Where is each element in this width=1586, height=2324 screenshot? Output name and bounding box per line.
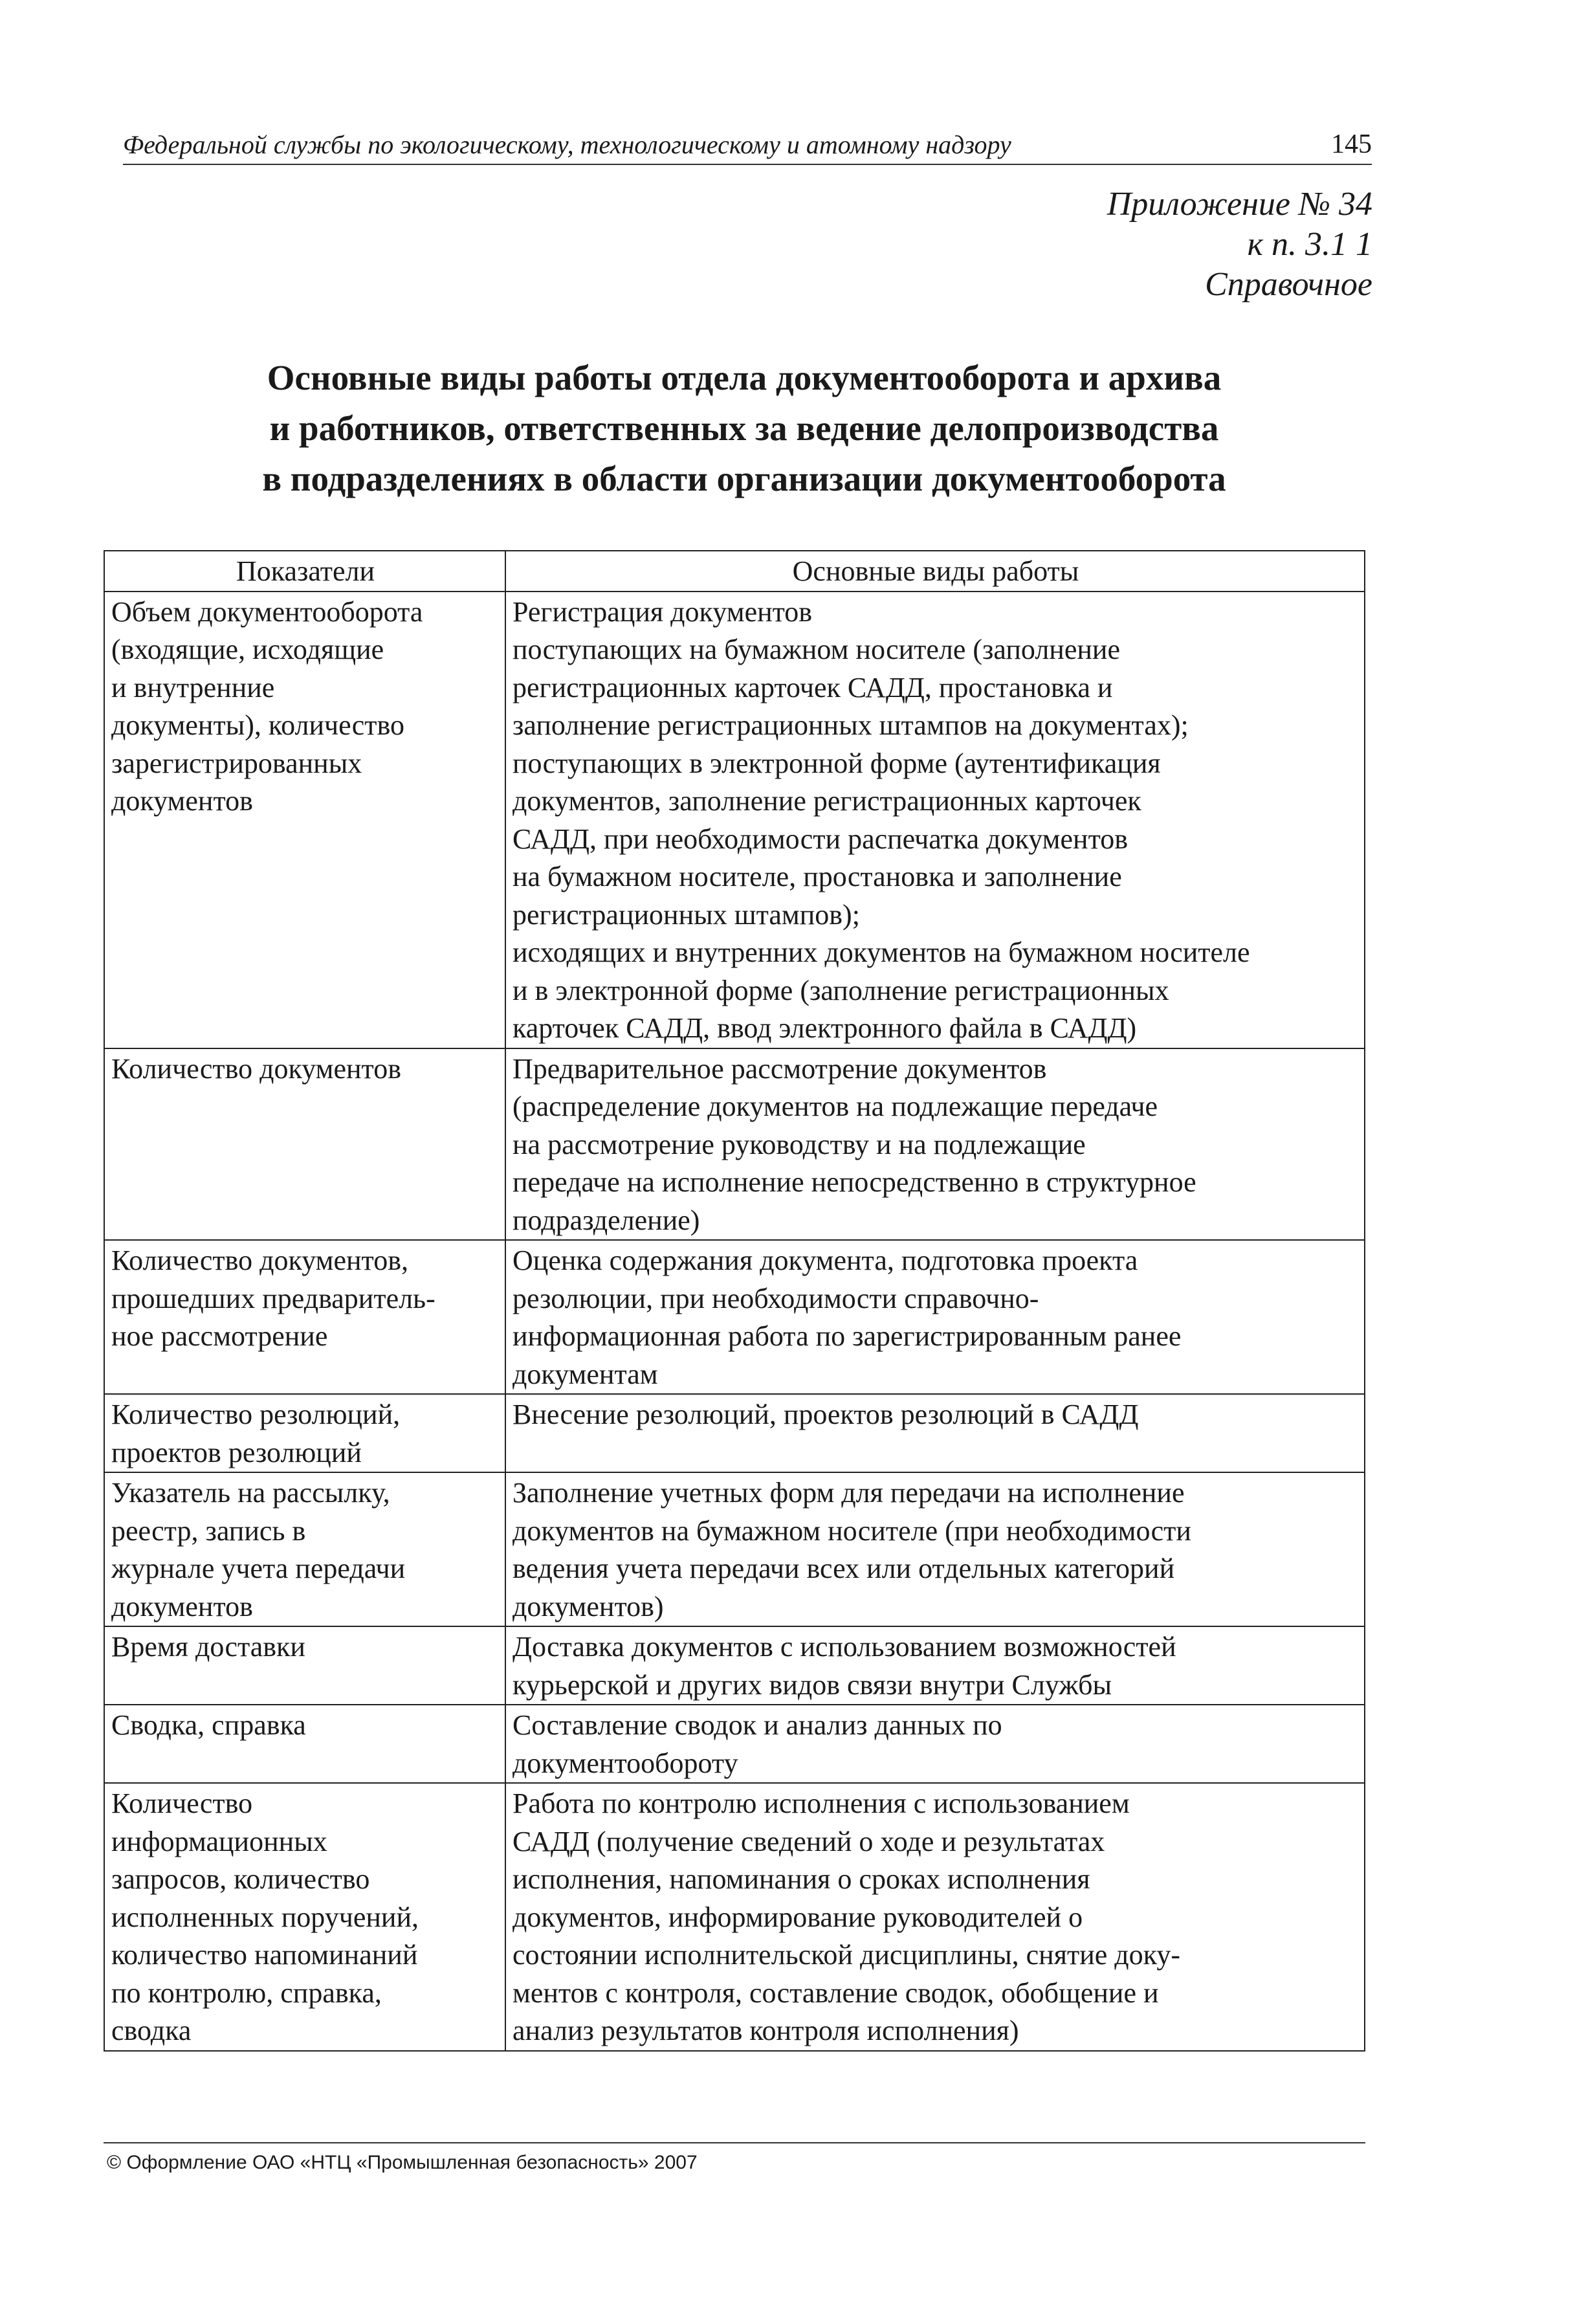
cell-line: реестр, запись в xyxy=(111,1514,306,1547)
work-type-cell xyxy=(505,1472,1365,1626)
cell-line: документов xyxy=(111,1590,253,1622)
title-line: и работников, ответственных за ведение делопроизводства xyxy=(269,408,1219,448)
cell-line: поступающих на бумажном носителе (заполнение xyxy=(512,634,1120,665)
cell-line: ментов с контроля, составление сводок, обобщение и xyxy=(512,1976,1159,2009)
cell-line: Оценка содержания документа, подготовка проекта xyxy=(512,1245,1138,1276)
cell-line: Доставка документов с использованием возможностей xyxy=(512,1631,1176,1663)
cell-line: документов, информирование руководителей о xyxy=(512,1901,1083,1933)
cell-line: Количество документов, xyxy=(111,1245,408,1276)
running-title: Федеральной службы по экологическому, технологическому и атомному надзору xyxy=(123,130,1011,159)
cell-line: состоянии исполнительской дисциплины, снятие доку- xyxy=(512,1939,1181,1971)
cell-line: поступающих в электронной форме (аутентификация xyxy=(512,747,1161,779)
cell-line: (входящие, исходящие xyxy=(111,634,384,665)
work-type-cell xyxy=(505,1240,1365,1394)
cell-line: анализ результатов контроля исполнения) xyxy=(512,2015,1019,2046)
column-header-indicators: Показатели xyxy=(104,551,505,592)
indicator-cell xyxy=(104,592,505,1048)
work-type-cell xyxy=(505,1048,1365,1241)
work-type-cell xyxy=(505,1783,1365,2051)
footer-rule xyxy=(104,2142,1365,2143)
indicator-cell xyxy=(104,1048,505,1241)
work-type-cell xyxy=(505,1705,1365,1783)
cell-line: Время доставки xyxy=(111,1631,305,1663)
annex-clause: к п. 3.1 1 xyxy=(1247,226,1372,263)
cell-line: документам xyxy=(512,1358,658,1390)
work-type-cell xyxy=(505,592,1365,1048)
table-row xyxy=(104,592,1365,1048)
table-row xyxy=(104,1783,1365,2051)
cell-line: САДД, при необходимости распечатка документов xyxy=(512,823,1129,855)
cell-line: информационных xyxy=(111,1825,327,1857)
cell-line: количество напоминаний xyxy=(111,1939,418,1971)
cell-line: САДД (получение сведений о ходе и результатах xyxy=(512,1825,1105,1857)
cell-line: запросов, количество xyxy=(111,1863,370,1895)
document-title xyxy=(0,353,1488,504)
title-line: в подразделениях в области организации документооборота xyxy=(262,459,1226,498)
annex-reference xyxy=(1107,184,1372,305)
cell-line: Составление сводок и анализ данных по xyxy=(512,1709,1002,1741)
running-header xyxy=(123,126,1372,165)
annex-number: Приложение № 34 xyxy=(1107,186,1372,223)
cell-line: курьерской и других видов связи внутри Службы xyxy=(512,1668,1112,1701)
table-row xyxy=(104,1626,1365,1705)
cell-line: Работа по контролю исполнения с использованием xyxy=(512,1787,1130,1819)
indicator-cell xyxy=(104,1705,505,1783)
cell-line: и внутренние xyxy=(111,671,275,703)
cell-line: карточек САДД, ввод электронного файла в САДД) xyxy=(512,1012,1137,1044)
cell-line: зарегистрированных xyxy=(111,747,362,779)
table-row xyxy=(104,1472,1365,1626)
cell-line: регистрационных штампов); xyxy=(512,898,860,931)
cell-line: исходящих и внутренних документов на бумажном носителе xyxy=(512,936,1250,968)
cell-line: на рассмотрение руководству и на подлежащие xyxy=(512,1128,1086,1160)
table-body xyxy=(104,592,1365,2051)
footer-copyright: © Оформление ОАО «НТЦ «Промышленная безопасность» 2007 xyxy=(107,2152,698,2173)
page-number: 145 xyxy=(1331,129,1372,159)
work-type-cell xyxy=(505,1394,1365,1472)
cell-line: по контролю, справка, xyxy=(111,1976,382,2009)
cell-line: Объем документооборота xyxy=(111,595,423,628)
cell-line: документов на бумажном носителе (при необходимости xyxy=(512,1514,1191,1547)
cell-line: Сводка, справка xyxy=(111,1709,306,1741)
indicator-cell xyxy=(104,1394,505,1472)
cell-line: Указатель на рассылку, xyxy=(111,1477,390,1509)
cell-line: документообороту xyxy=(512,1747,738,1779)
cell-line: Количество резолюций, xyxy=(111,1399,401,1430)
work-types-table xyxy=(104,550,1365,2052)
indicator-cell xyxy=(104,1240,505,1394)
cell-line: Заполнение учетных форм для передачи на исполнение xyxy=(512,1477,1185,1509)
cell-line: передаче на исполнение непосредственно в структурное xyxy=(512,1166,1196,1198)
cell-line: (распределение документов на подлежащие передаче xyxy=(512,1090,1158,1122)
indicator-cell xyxy=(104,1626,505,1705)
indicator-cell xyxy=(104,1472,505,1626)
work-type-cell xyxy=(505,1626,1365,1705)
cell-line: Количество xyxy=(111,1787,253,1819)
cell-line: исполнения, напоминания о сроках исполнения xyxy=(512,1863,1090,1895)
cell-line: ное рассмотрение xyxy=(111,1320,328,1352)
cell-line: резолюции, при необходимости справочно- xyxy=(512,1282,1039,1314)
cell-line: прошедших предваритель- xyxy=(111,1282,435,1314)
cell-line: заполнение регистрационных штампов на документах); xyxy=(512,709,1189,741)
cell-line: и в электронной форме (заполнение регистрационных xyxy=(512,974,1169,1006)
column-header-work-types: Основные виды работы xyxy=(505,551,1365,592)
table-row xyxy=(104,1240,1365,1394)
indicator-cell xyxy=(104,1783,505,2051)
cell-line: сводка xyxy=(111,2015,192,2046)
cell-line: информационная работа по зарегистрированным ранее xyxy=(512,1320,1182,1352)
cell-line: ведения учета передачи всех или отдельных категорий xyxy=(512,1553,1175,1584)
cell-line: проектов резолюций xyxy=(111,1436,362,1468)
cell-line: документов) xyxy=(512,1590,664,1622)
cell-line: журнале учета передачи xyxy=(111,1553,406,1584)
table-row xyxy=(104,1394,1365,1472)
cell-line: Количество документов xyxy=(111,1052,401,1085)
cell-line: документов, заполнение регистрационных карточек xyxy=(512,785,1141,817)
table-row xyxy=(104,1705,1365,1783)
cell-line: Регистрация документов xyxy=(512,595,813,628)
cell-line: документов xyxy=(111,785,253,817)
annex-status: Справочное xyxy=(1205,266,1372,303)
cell-line: на бумажном носителе, простановка и заполнение xyxy=(512,861,1122,892)
cell-line: подразделение) xyxy=(512,1204,700,1236)
cell-line: Предварительное рассмотрение документов xyxy=(512,1052,1047,1085)
cell-line: документы), количество xyxy=(111,709,404,741)
cell-line: Внесение резолюций, проектов резолюций в САДД xyxy=(512,1399,1139,1430)
title-line: Основные виды работы отдела документооборота и архива xyxy=(267,358,1222,397)
cell-line: регистрационных карточек САДД, простановка и xyxy=(512,671,1113,703)
cell-line: исполненных поручений, xyxy=(111,1901,419,1933)
table-row xyxy=(104,1048,1365,1241)
table-header-row xyxy=(104,551,1365,592)
